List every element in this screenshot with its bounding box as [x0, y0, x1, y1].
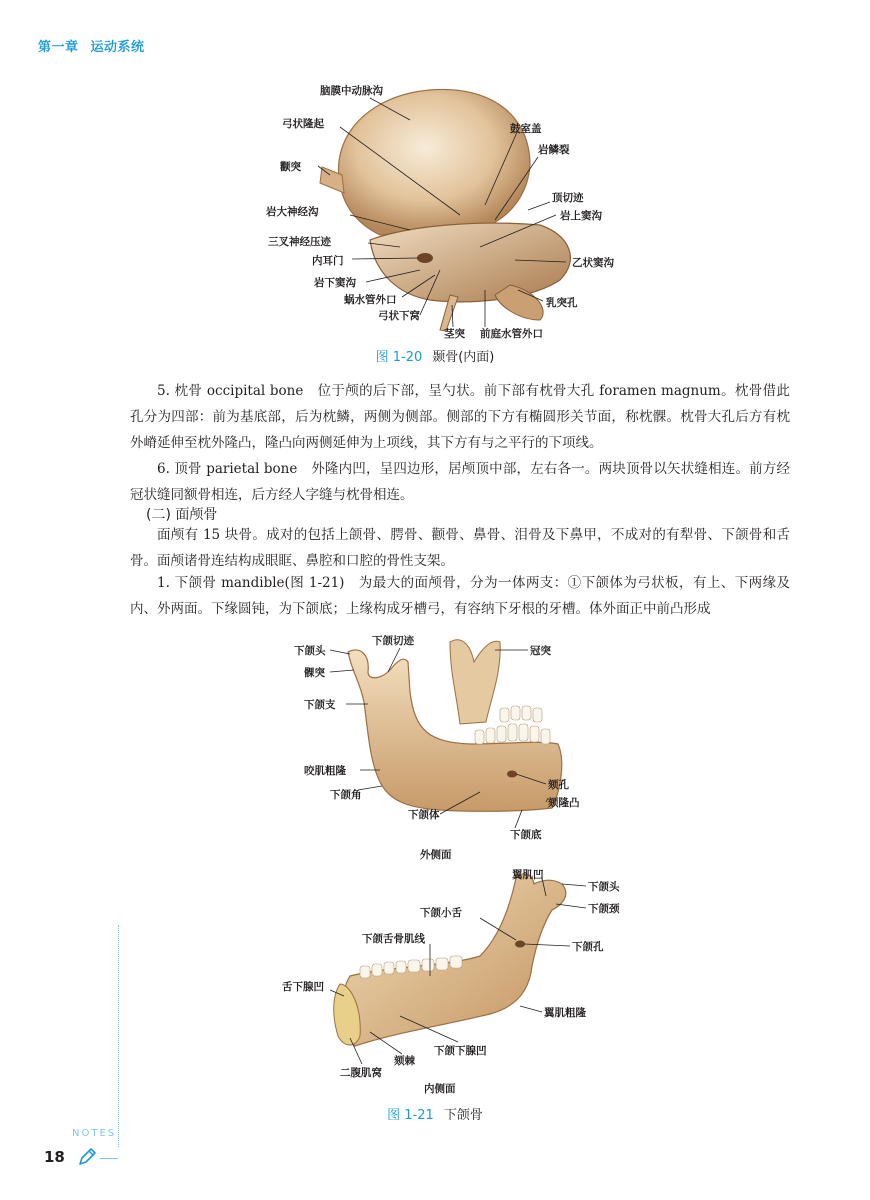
mandible-inner-illustration [280, 866, 630, 1098]
label-condyle-head: 下颌头 [294, 645, 326, 657]
label-trigeminal-impression: 三叉神经压迹 [268, 236, 331, 248]
running-header [38, 36, 145, 55]
label-angle-of-mandible: 下颌角 [330, 789, 362, 801]
label-mandibular-foramen: 下颌孔 [572, 941, 604, 953]
figure-20-number: 图 1-20 [375, 350, 423, 365]
label-ramus: 下颌支 [304, 699, 336, 711]
label-submandibular-fossa: 下颌下腺凹 [434, 1045, 487, 1057]
mandible-far-ramus [450, 640, 500, 724]
figure-21-title: 下颌骨 [443, 1108, 483, 1123]
page-number: 18 [44, 1148, 65, 1166]
paragraph-parietal-bone: 6. 顶骨 parietal bone 外隆内凹，呈四边形，居颅顶中部，左右各一。两块顶骨以矢状缝相连。前方经冠状缝同额骨相连，后方经人字缝与枕骨相连。 [130, 461, 790, 503]
figure-21-number: 图 1-21 [387, 1108, 434, 1123]
label-mental-foramen: 颏孔 [548, 779, 569, 791]
label-tegmen-tympani: 鼓室盖 [510, 123, 542, 135]
label-greater-petrosal-groove: 岩大神经沟 [266, 206, 319, 218]
label-mandibular-notch: 下颌切迹 [372, 635, 414, 647]
label-inferior-petrosal-sinus-groove: 岩下窦沟 [314, 277, 356, 289]
paragraph-occipital-bone: 5. 枕骨 occipital bone 位于颅的后下部，呈勺状。前下部有枕骨大孔 foramen magnum。枕骨借此孔分为四部：前为基底部，后为枕鳞，两侧为侧部。侧部的下方有椭圆形关节面，称枕髁。枕骨大孔后方有枕外嵴延伸至枕外隆凸，隆凸向两侧延伸为上项线，其下方有与之平行的下项线。 [130, 383, 790, 451]
label-middle-meningeal-groove: 脑膜中动脉沟 [320, 85, 383, 97]
label-neck-of-mandible: 下颌颈 [588, 903, 620, 915]
label-mylohyoid-line: 下颌舌骨肌线 [362, 933, 425, 945]
pencil-icon [76, 1146, 98, 1168]
figure-mandible-inner [280, 866, 630, 1098]
label-base-of-mandible: 下颌底 [510, 829, 542, 841]
squamous-part [338, 89, 530, 235]
mandibular-foramen [515, 941, 525, 948]
temporal-bone-illustration [260, 75, 660, 340]
label-coronoid-process: 冠突 [530, 645, 551, 657]
label-mastoid-foramen: 乳突孔 [546, 297, 578, 309]
petrous-part [370, 223, 570, 302]
label-lingula: 下颌小舌 [420, 907, 462, 919]
label-subarcuate-fossa: 弓状下窝 [378, 310, 420, 322]
label-mental-protuberance: 颏隆凸 [548, 797, 580, 809]
paragraph-facial-bones: 面颅有 15 块骨。成对的包括上颌骨、腭骨、颧骨、鼻骨、泪骨及下鼻甲，不成对的有犁骨、下颌骨和舌骨。面颅诸骨连结构成眼眶、鼻腔和口腔的骨性支架。 [130, 527, 790, 569]
label-pterygoid-fovea: 翼肌凹 [512, 869, 544, 881]
label-sigmoid-sinus-groove: 乙状窦沟 [572, 257, 614, 269]
label-masseteric-tuberosity: 咬肌粗隆 [304, 765, 346, 777]
label-condylar-process: 髁突 [304, 667, 325, 679]
label-inner-condyle-head: 下颌头 [588, 881, 620, 893]
figure-21-caption [0, 1104, 870, 1123]
figure-20-caption [0, 346, 870, 365]
label-parietal-notch: 顶切迹 [552, 192, 584, 204]
inner-view-label: 内侧面 [424, 1083, 456, 1095]
label-digastric-fossa: 二腹肌窝 [340, 1067, 382, 1079]
section-label: 运动系统 [90, 40, 145, 55]
label-mental-spine: 颏棘 [394, 1055, 415, 1067]
internal-acoustic-meatus [417, 253, 433, 263]
figure-temporal-bone [260, 75, 660, 340]
label-zygomatic-process: 颧突 [280, 161, 301, 173]
label-body-of-mandible: 下颌体 [408, 809, 440, 821]
label-sublingual-fossa: 舌下腺凹 [282, 981, 324, 993]
label-internal-acoustic-meatus: 内耳门 [312, 255, 344, 267]
label-arcuate-eminence: 弓状隆起 [282, 118, 324, 130]
chapter-label: 第一章 [38, 40, 79, 55]
subheading-facial-bones: (二) 面颅骨 [146, 507, 218, 523]
figure-20-title: 颞骨(内面) [432, 350, 495, 365]
mental-foramen [507, 771, 517, 778]
label-styloid-process: 茎突 [444, 328, 465, 340]
paragraph-mandible: 1. 下颌骨 mandible(图 1-21) 为最大的面颅骨，分为一体两支：①下颌体为弓状板，有上、下两缘及内、外两面。下缘圆钝，为下颌底；上缘构成牙槽弓，有容纳下牙根的牙槽。体外面正中前凸形成 [130, 575, 790, 617]
label-vestibular-aqueduct-opening: 前庭水管外口 [480, 328, 543, 340]
figure-mandible-outer [290, 632, 620, 864]
label-cochlear-canaliculus: 蜗水管外口 [344, 294, 397, 306]
margin-base-line [100, 1158, 118, 1159]
label-petrosquamous-fissure: 岩鳞裂 [538, 144, 570, 156]
label-superior-petrosal-sinus-groove: 岩上窦沟 [560, 210, 602, 222]
margin-dotted-line [118, 925, 119, 1147]
label-pterygoid-tuberosity: 翼肌粗隆 [544, 1007, 586, 1019]
outer-view-label: 外侧面 [420, 849, 452, 861]
mandible-outer-illustration [290, 632, 620, 864]
notes-label: NOTES [72, 1128, 117, 1139]
